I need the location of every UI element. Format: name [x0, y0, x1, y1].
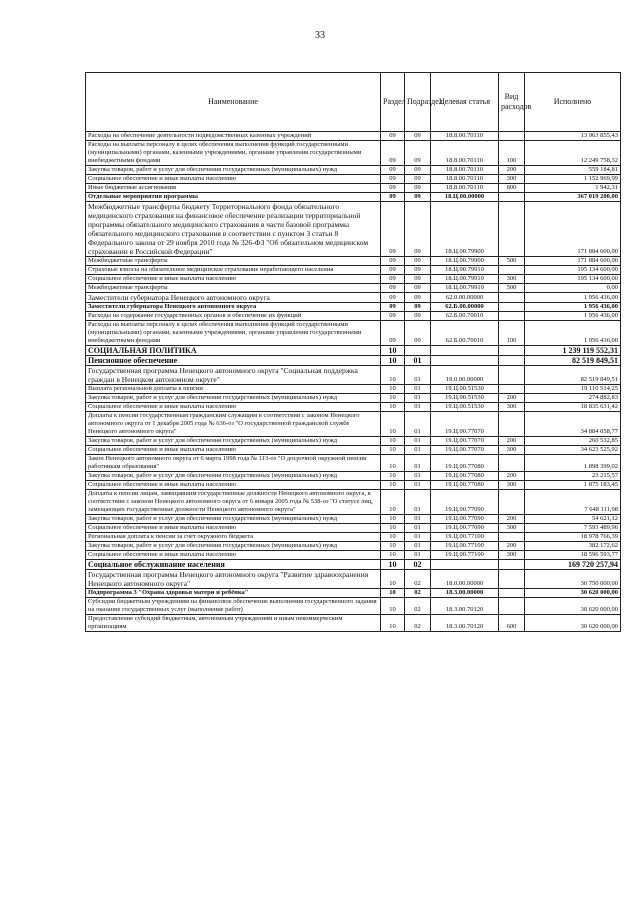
- cell-section: 10: [381, 560, 405, 570]
- table-row: [86, 542, 621, 551]
- cell-section: 10: [381, 356, 405, 366]
- cell-name: Социальное обслуживание населения: [86, 560, 381, 570]
- cell-target: 18.Ц.00.79910: [431, 275, 499, 284]
- cell-name: Межбюджетные трансферты бюджету Территориального фонда обязательного медицинского страхования на финансовое обеспечение реализации территориальной программы обязательного медицинского страхования в части базовой программы обязательного медицинского страхования в соответствии с пунктом 3 статьи 8 Федерального закона от 29 ноября 2010 года № 326-ФЗ "Об обязательном медицинском страховании в Российской Федерации": [86, 202, 381, 257]
- cell-expense-type: 300: [499, 275, 525, 284]
- cell-expense-type: [499, 533, 525, 542]
- table-row: [86, 284, 621, 293]
- table-row: [86, 394, 621, 403]
- cell-amount: 30 620 000,00: [525, 589, 621, 598]
- cell-amount: 367 019 200,00: [525, 193, 621, 202]
- cell-target: 18.3.00.70120: [431, 598, 499, 615]
- cell-subsection: 09: [405, 175, 431, 184]
- cell-subsection: 01: [405, 446, 431, 455]
- cell-subsection: 01: [405, 490, 431, 515]
- cell-subsection: 01: [405, 515, 431, 524]
- table-row: [86, 202, 621, 257]
- table-row: [86, 266, 621, 275]
- cell-amount: 7 593 489,96: [525, 524, 621, 533]
- cell-expense-type: [499, 312, 525, 321]
- table-row: [86, 560, 621, 570]
- cell-target: 18.Ц.00.00000: [431, 193, 499, 202]
- cell-target: 19.Ц.00.77070: [431, 446, 499, 455]
- cell-name: Подпрограмма 3 "Охрана здоровья матери и ребёнка": [86, 589, 381, 598]
- cell-amount: 82 519 849,51: [525, 356, 621, 366]
- cell-amount: 30 750 000,00: [525, 570, 621, 589]
- table-row: [86, 275, 621, 284]
- table-row: [86, 184, 621, 193]
- cell-subsection: 09: [405, 275, 431, 284]
- cell-subsection: 09: [405, 184, 431, 193]
- cell-expense-type: 500: [499, 284, 525, 293]
- cell-amount: 1 898 399,02: [525, 455, 621, 472]
- cell-section: 09: [381, 175, 405, 184]
- cell-name: Иные бюджетные ассигнования: [86, 184, 381, 193]
- cell-name: Социальное обеспечение и иные выплаты населению: [86, 446, 381, 455]
- cell-amount: 19 110 514,25: [525, 385, 621, 394]
- cell-name: Заместители губернатора Ненецкого автономного округа: [86, 303, 381, 312]
- cell-target: 18.Ц.00.79900: [431, 202, 499, 257]
- cell-target: [431, 346, 499, 356]
- cell-target: 19.Ц.00.77100: [431, 533, 499, 542]
- cell-expense-type: [499, 303, 525, 312]
- cell-target: 62.Б.00.00000: [431, 303, 499, 312]
- cell-target: 62.Б.00.70010: [431, 312, 499, 321]
- cell-expense-type: [499, 202, 525, 257]
- cell-subsection: 01: [405, 394, 431, 403]
- cell-amount: 1 956 436,00: [525, 303, 621, 312]
- table-row: [86, 366, 621, 385]
- cell-section: 10: [381, 403, 405, 412]
- cell-name: Закупка товаров, работ и услуг для обеспечения государственных (муниципальных) нужд: [86, 394, 381, 403]
- cell-expense-type: 200: [499, 437, 525, 446]
- cell-subsection: 01: [405, 455, 431, 472]
- table-row: [86, 615, 621, 632]
- cell-section: 10: [381, 570, 405, 589]
- cell-amount: 13 963 855,43: [525, 132, 621, 141]
- cell-subsection: 09: [405, 132, 431, 141]
- cell-section: 10: [381, 589, 405, 598]
- cell-section: 10: [381, 551, 405, 560]
- cell-name: Страховые взносы на обязательное медицинское страхование неработающего населения: [86, 266, 381, 275]
- cell-section: 09: [381, 141, 405, 166]
- cell-target: 19.Ц.00.77100: [431, 542, 499, 551]
- cell-expense-type: [499, 132, 525, 141]
- cell-expense-type: 500: [499, 257, 525, 266]
- header-expense-type: Вид расходов: [499, 73, 525, 132]
- table-row: [86, 412, 621, 437]
- cell-name: Социальное обеспечение и иные выплаты населению: [86, 175, 381, 184]
- table-row: [86, 589, 621, 598]
- cell-target: 18.3.00.00000: [431, 589, 499, 598]
- cell-target: [431, 356, 499, 366]
- cell-subsection: 09: [405, 321, 431, 346]
- cell-section: 09: [381, 132, 405, 141]
- cell-amount: 34 884 058,77: [525, 412, 621, 437]
- header-subsection: Подраздел: [405, 73, 431, 132]
- cell-amount: 18 978 766,39: [525, 533, 621, 542]
- cell-name: Закон Ненецкого автономного округа от 6 марта 1998 года № 113-оз "О досрочной окружной пенсии работникам образования": [86, 455, 381, 472]
- cell-target: 18.3.00.70120: [431, 615, 499, 632]
- cell-amount: 1 239 119 552,31: [525, 346, 621, 356]
- cell-section: 09: [381, 166, 405, 175]
- cell-expense-type: [499, 455, 525, 472]
- cell-subsection: 09: [405, 293, 431, 303]
- cell-subsection: 02: [405, 598, 431, 615]
- cell-name: Закупка товаров, работ и услуг для обеспечения государственных (муниципальных) нужд: [86, 166, 381, 175]
- cell-expense-type: [499, 385, 525, 394]
- cell-section: 10: [381, 385, 405, 394]
- cell-subsection: 01: [405, 542, 431, 551]
- cell-name: Межбюджетные трансферты: [86, 284, 381, 293]
- cell-amount: 1 956 436,00: [525, 312, 621, 321]
- cell-target: 19.Ц.00.77090: [431, 515, 499, 524]
- cell-subsection: 01: [405, 533, 431, 542]
- cell-name: Социальное обеспечение и иные выплаты населению: [86, 275, 381, 284]
- table-row: [86, 385, 621, 394]
- table-row: [86, 437, 621, 446]
- cell-section: 10: [381, 524, 405, 533]
- header-executed: Исполнено: [525, 73, 621, 132]
- cell-section: 10: [381, 598, 405, 615]
- cell-name: Пенсионное обеспечение: [86, 356, 381, 366]
- cell-target: 19.Ц.00.77070: [431, 437, 499, 446]
- cell-section: 10: [381, 481, 405, 490]
- cell-section: 10: [381, 437, 405, 446]
- table-row: [86, 533, 621, 542]
- cell-expense-type: 300: [499, 524, 525, 533]
- cell-name: Социальное обеспечение и иные выплаты населению: [86, 551, 381, 560]
- cell-target: 19.Ц.00.77080: [431, 455, 499, 472]
- cell-target: 19.Ц.00.51530: [431, 385, 499, 394]
- cell-expense-type: 600: [499, 615, 525, 632]
- cell-target: 18.8.00.70110: [431, 132, 499, 141]
- cell-section: 09: [381, 193, 405, 202]
- cell-subsection: 01: [405, 481, 431, 490]
- cell-amount: 195 134 600,00: [525, 275, 621, 284]
- cell-expense-type: [499, 346, 525, 356]
- table-row: [86, 175, 621, 184]
- cell-expense-type: 200: [499, 515, 525, 524]
- cell-amount: 1 942,31: [525, 184, 621, 193]
- cell-expense-type: [499, 412, 525, 437]
- cell-target: 19.Ц.00.51530: [431, 394, 499, 403]
- cell-section: 09: [381, 284, 405, 293]
- table-body: [86, 132, 621, 632]
- cell-section: 09: [381, 275, 405, 284]
- cell-target: 19.Ц.00.77080: [431, 472, 499, 481]
- cell-name: Социальное обеспечение и иные выплаты населению: [86, 403, 381, 412]
- table-row: [86, 472, 621, 481]
- cell-expense-type: 100: [499, 141, 525, 166]
- cell-name: Социальное обеспечение и иные выплаты населению: [86, 481, 381, 490]
- cell-amount: 82 519 849,51: [525, 366, 621, 385]
- cell-section: 10: [381, 533, 405, 542]
- cell-target: 18.Ц.00.79910: [431, 266, 499, 275]
- cell-target: 18.0.00.00000: [431, 570, 499, 589]
- cell-section: 10: [381, 346, 405, 356]
- cell-target: 19.Ц.00.77090: [431, 524, 499, 533]
- cell-name: Государственная программа Ненецкого автономного округа "Развитие здравоохранения Ненецкого автономного округа": [86, 570, 381, 589]
- cell-expense-type: [499, 598, 525, 615]
- cell-subsection: 01: [405, 524, 431, 533]
- cell-subsection: 02: [405, 560, 431, 570]
- cell-section: 10: [381, 446, 405, 455]
- cell-expense-type: 300: [499, 551, 525, 560]
- cell-name: Закупка товаров, работ и услуг для обеспечения государственных (муниципальных) нужд: [86, 515, 381, 524]
- cell-name: Закупка товаров, работ и услуг для обеспечения государственных (муниципальных) нужд: [86, 472, 381, 481]
- cell-amount: 0,00: [525, 284, 621, 293]
- cell-amount: 274 882,83: [525, 394, 621, 403]
- cell-expense-type: 100: [499, 321, 525, 346]
- cell-name: Доплаты к пенсии лицам, замещавшим государственные должности Ненецкого автономного округа, в соответствии с законом Ненецкого автономного округа от 6 января 2005 года № 538-оз "О статусе лиц, замещающих государственные должности Ненецкого автономного округа": [86, 490, 381, 515]
- table-row: [86, 524, 621, 533]
- cell-expense-type: [499, 490, 525, 515]
- cell-target: 18.Ц.00.79900: [431, 257, 499, 266]
- cell-section: 09: [381, 321, 405, 346]
- cell-amount: 12 249 758,32: [525, 141, 621, 166]
- cell-subsection: 09: [405, 257, 431, 266]
- cell-subsection: 02: [405, 615, 431, 632]
- table-row: [86, 490, 621, 515]
- cell-subsection: 09: [405, 284, 431, 293]
- cell-target: 19.Ц.00.77070: [431, 412, 499, 437]
- cell-expense-type: 200: [499, 394, 525, 403]
- cell-subsection: 09: [405, 141, 431, 166]
- table-row: [86, 166, 621, 175]
- page-number: 33: [315, 30, 325, 41]
- cell-subsection: 09: [405, 193, 431, 202]
- cell-amount: 7 648 111,08: [525, 490, 621, 515]
- cell-expense-type: [499, 560, 525, 570]
- cell-subsection: 01: [405, 551, 431, 560]
- cell-amount: 18 596 593,77: [525, 551, 621, 560]
- cell-name: Расходы на выплаты персоналу в целях обеспечения выполнения функций государственными (муниципальными) органами, казенными учреждениями, органами управления государственными внебюджетными фондами: [86, 141, 381, 166]
- table-row: [86, 356, 621, 366]
- table-row: [86, 551, 621, 560]
- cell-name: Отдельные мероприятия программы: [86, 193, 381, 202]
- cell-name: Выплата региональной доплаты к пенсии: [86, 385, 381, 394]
- cell-expense-type: 300: [499, 403, 525, 412]
- table-row: [86, 321, 621, 346]
- table-row: [86, 257, 621, 266]
- table-header-row: [86, 73, 621, 132]
- cell-subsection: [405, 346, 431, 356]
- table-row: [86, 346, 621, 356]
- cell-subsection: 01: [405, 472, 431, 481]
- cell-amount: 382 172,62: [525, 542, 621, 551]
- cell-expense-type: [499, 293, 525, 303]
- cell-section: 09: [381, 312, 405, 321]
- cell-target: 18.Ц.00.79910: [431, 284, 499, 293]
- cell-subsection: 09: [405, 166, 431, 175]
- cell-subsection: 09: [405, 312, 431, 321]
- cell-name: Закупка товаров, работ и услуг для обеспечения государственных (муниципальных) нужд: [86, 437, 381, 446]
- cell-subsection: 01: [405, 356, 431, 366]
- cell-amount: 1 152 969,99: [525, 175, 621, 184]
- cell-name: Социальное обеспечение и иные выплаты населению: [86, 524, 381, 533]
- cell-name: Расходы на выплаты персоналу в целях обеспечения выполнения функций государственными (муниципальными) органами, казенными учреждениями, органами управления государственными внебюджетными фондами: [86, 321, 381, 346]
- table-row: [86, 293, 621, 303]
- cell-target: 19.Ц.00.77100: [431, 551, 499, 560]
- cell-amount: 171 884 600,00: [525, 202, 621, 257]
- cell-expense-type: 200: [499, 166, 525, 175]
- table-row: [86, 193, 621, 202]
- cell-name: Доплаты к пенсии государственным гражданским служащим в соответствии с законом Ненецкого автономного округа от 1 декабря 2005 года № 636-оз "О государственной гражданской службе Ненецкого автономного округа": [86, 412, 381, 437]
- cell-expense-type: 200: [499, 542, 525, 551]
- cell-subsection: 01: [405, 403, 431, 412]
- table-row: [86, 403, 621, 412]
- cell-target: 18.8.00.70110: [431, 184, 499, 193]
- cell-subsection: 01: [405, 385, 431, 394]
- cell-subsection: 09: [405, 303, 431, 312]
- cell-section: 10: [381, 615, 405, 632]
- cell-name: Закупка товаров, работ и услуг для обеспечения государственных (муниципальных) нужд: [86, 542, 381, 551]
- cell-section: 10: [381, 412, 405, 437]
- table-row: [86, 455, 621, 472]
- cell-subsection: 02: [405, 570, 431, 589]
- cell-target: 19.0.00.00000: [431, 366, 499, 385]
- table-row: [86, 303, 621, 312]
- table-row: [86, 132, 621, 141]
- header-target: Целевая статья: [431, 73, 499, 132]
- cell-subsection: 02: [405, 589, 431, 598]
- cell-target: 62.Б.00.70010: [431, 321, 499, 346]
- cell-target: [431, 560, 499, 570]
- cell-section: 10: [381, 366, 405, 385]
- cell-amount: 1 956 436,00: [525, 293, 621, 303]
- cell-section: 10: [381, 542, 405, 551]
- cell-target: 18.8.00.70110: [431, 175, 499, 184]
- cell-amount: 23 215,57: [525, 472, 621, 481]
- cell-amount: 195 134 600,00: [525, 266, 621, 275]
- budget-table: [85, 72, 621, 632]
- cell-section: 10: [381, 455, 405, 472]
- cell-amount: 260 532,85: [525, 437, 621, 446]
- header-name: Наименование: [86, 73, 381, 132]
- cell-expense-type: [499, 366, 525, 385]
- cell-expense-type: 300: [499, 481, 525, 490]
- cell-section: 10: [381, 394, 405, 403]
- cell-subsection: 01: [405, 437, 431, 446]
- cell-expense-type: [499, 193, 525, 202]
- cell-name: Государственная программа Ненецкого автономного округа "Социальная поддержка граждан в Ненецком автономном округе": [86, 366, 381, 385]
- table-row: [86, 141, 621, 166]
- cell-amount: 18 835 631,42: [525, 403, 621, 412]
- cell-name: Заместители губернатора Ненецкого автономного округа: [86, 293, 381, 303]
- cell-expense-type: 300: [499, 175, 525, 184]
- cell-target: 19.Ц.00.51530: [431, 403, 499, 412]
- cell-section: 09: [381, 257, 405, 266]
- cell-amount: 1 875 183,45: [525, 481, 621, 490]
- cell-section: 10: [381, 515, 405, 524]
- cell-target: 62.0.00.00000: [431, 293, 499, 303]
- cell-target: 19.Ц.00.77080: [431, 481, 499, 490]
- cell-section: 10: [381, 490, 405, 515]
- cell-subsection: 01: [405, 412, 431, 437]
- cell-section: 09: [381, 184, 405, 193]
- header-section: Раздел: [381, 73, 405, 132]
- cell-amount: 559 184,81: [525, 166, 621, 175]
- cell-expense-type: 800: [499, 184, 525, 193]
- table-row: [86, 598, 621, 615]
- cell-subsection: 09: [405, 266, 431, 275]
- cell-subsection: 01: [405, 366, 431, 385]
- cell-name: СОЦИАЛЬНАЯ ПОЛИТИКА: [86, 346, 381, 356]
- cell-target: 18.8.00.70110: [431, 141, 499, 166]
- cell-name: Межбюджетные трансферты: [86, 257, 381, 266]
- cell-name: Субсидии бюджетным учреждениям на финансовое обеспечение выполнения государственного задания на оказание государственных услуг (выполнение работ): [86, 598, 381, 615]
- cell-target: 18.8.00.70110: [431, 166, 499, 175]
- cell-amount: 1 956 436,00: [525, 321, 621, 346]
- cell-section: 09: [381, 202, 405, 257]
- cell-name: Расходы на обеспечение деятельности подведомственных казенных учреждений: [86, 132, 381, 141]
- cell-target: 19.Ц.00.77090: [431, 490, 499, 515]
- cell-section: 09: [381, 293, 405, 303]
- cell-expense-type: [499, 356, 525, 366]
- cell-name: Расходы на содержание государственных органов и обеспечение их функций: [86, 312, 381, 321]
- cell-name: Региональная доплата к пенсии за счёт окружного бюджета: [86, 533, 381, 542]
- cell-expense-type: [499, 589, 525, 598]
- cell-expense-type: [499, 570, 525, 589]
- table-row: [86, 312, 621, 321]
- table-row: [86, 570, 621, 589]
- cell-section: 09: [381, 303, 405, 312]
- cell-amount: 54 621,12: [525, 515, 621, 524]
- cell-amount: 34 623 525,92: [525, 446, 621, 455]
- cell-expense-type: 200: [499, 472, 525, 481]
- cell-expense-type: 300: [499, 446, 525, 455]
- cell-name: Предоставление субсидий бюджетным, автономным учреждениям и иным некоммерческим организациям: [86, 615, 381, 632]
- cell-amount: 171 884 600,00: [525, 257, 621, 266]
- cell-amount: 30 620 000,00: [525, 615, 621, 632]
- cell-subsection: 09: [405, 202, 431, 257]
- cell-section: 09: [381, 266, 405, 275]
- cell-amount: 30 620 000,00: [525, 598, 621, 615]
- cell-amount: 169 720 257,94: [525, 560, 621, 570]
- cell-expense-type: [499, 266, 525, 275]
- table-row: [86, 446, 621, 455]
- cell-section: 10: [381, 472, 405, 481]
- table-row: [86, 481, 621, 490]
- table-row: [86, 515, 621, 524]
